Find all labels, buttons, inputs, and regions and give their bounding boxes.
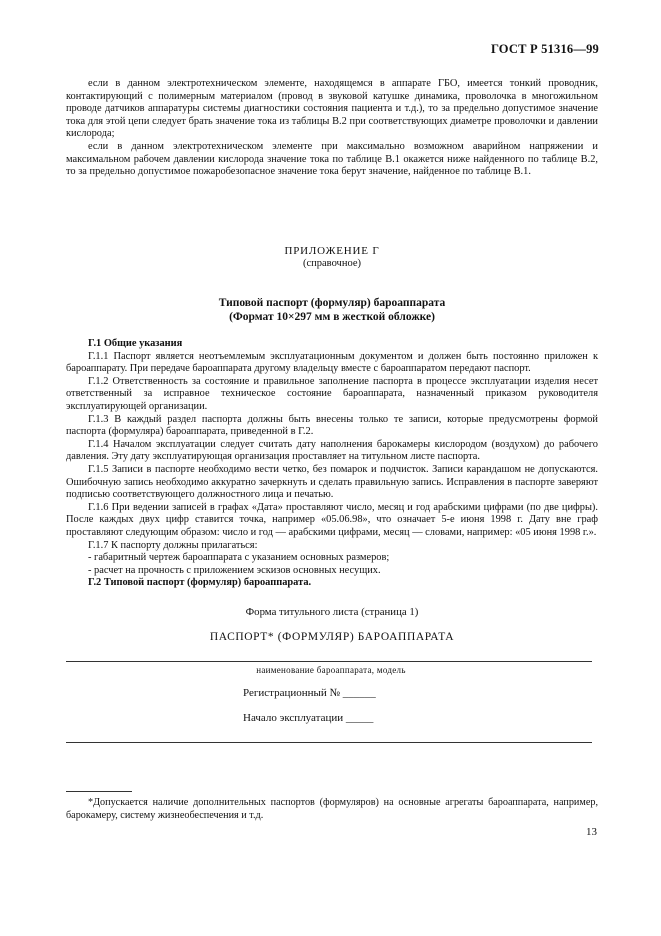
clause-paragraph: Г.1.2 Ответственность за состояние и правильное заполнение паспорта в процессе эксплуатации изделия несет ответственный за исправное техническое состояние бароаппарата, назначенный приказом руководителя эксплуатирующей организации. — [66, 375, 598, 412]
standard-header: ГОСТ Р 51316—99 — [490, 42, 599, 56]
passport-title: ПАСПОРТ* (ФОРМУЛЯР) БАРОАППАРАТА — [209, 631, 455, 643]
footnote — [66, 797, 598, 822]
footnote-separator — [66, 791, 132, 792]
start-of-operation-field: Начало эксплуатации _____ — [243, 712, 374, 724]
intro-paragraph: если в данном электротехническом элементе, находящемся в аппарате ГБО, имеется тонкий проводник, контактирующий с полимерным материалом (провод в звуковой катушке динамика, проволочка в многожильном проводе датчиков аппаратуры системы диагностики состояния пациента и т.д.), то за предельно допустимое значение тока для этой цепи следует брать значение тока из таблицы В.2 при соответствующих диаметре проволочки и давлении кислорода; — [66, 78, 598, 140]
intro-paragraph: если в данном электротехническом элементе при максимально возможном аварийном напряжении и максимальном рабочем давлении кислорода значение тока по таблице В.1 окажется ниже найденного по таблице В.2, то за предельно допустимое пожаробезопасное значение тока берут значение, найденное по таблице В.1. — [66, 140, 598, 178]
form-caption: Форма титульного листа (страница 1) — [245, 606, 419, 618]
list-item: - габаритный чертеж бароаппарата с указанием основных размеров; — [88, 552, 390, 564]
intro-text — [66, 78, 598, 179]
list-item: - расчет на прочность с приложением эскизов основных несущих. — [88, 564, 381, 576]
document-subtitle-line: (Формат 10×297 мм в жесткой обложке) — [229, 311, 435, 323]
clause-paragraph: Г.1.6 При ведении записей в графах «Дата» проставляют число, месяц и год арабскими цифрами (по две цифры). После каждых двух цифр ставится точка, например «05.06.98», что означает 5-е июня 1998 г. Дату вне граф проставляют следующим образом: число и год — арабскими цифрами, месяц — словами, например: «05 июня 1998 г.». — [66, 501, 598, 538]
name-caption: наименование бароаппарата, модель — [256, 665, 406, 675]
section-general — [66, 338, 598, 590]
document-title — [66, 296, 598, 324]
name-underline — [66, 661, 592, 662]
clause-paragraph: Г.1.5 Записи в паспорте необходимо вести четко, без помарок и подчисток. Записи карандашом не допускаются. Ошибочную запись необходимо аккуратно зачеркнуть и сделать правильную запись. Исправления в паспорте заверяют подписью соответствующего должностного лица и печатью. — [66, 463, 598, 501]
form-bottom-rule — [66, 742, 592, 743]
appendix-type: (справочное) — [303, 258, 361, 269]
clause-paragraph: Г.1.7 К паспорту должны прилагаться: — [88, 539, 258, 551]
document-title-line: Типовой паспорт (формуляр) бароаппарата — [218, 297, 446, 309]
clause-paragraph: Г.1.4 Началом эксплуатации следует считать дату наполнения барокамеры кислородом (воздухом) до рабочего давления. Эту дату эксплуатирующая организация проставляет на титульном листе паспорта. — [66, 438, 598, 463]
appendix-label: ПРИЛОЖЕНИЕ Г — [284, 245, 380, 257]
clause-paragraph: Г.1.1 Паспорт является неотъемлемым эксплуатационным документом и должен быть постоянно приложен к бароаппарату. При передаче бароаппарата другому владельцу вместе с бароаппаратом передают паспорт. — [66, 350, 598, 375]
clause-paragraph: Г.1.3 В каждый раздел паспорта должны быть внесены только те записи, которые предусмотрены формой паспорта (формуляра) бароаппарата, приведенной в Г.2. — [66, 413, 598, 438]
registration-number-field: Регистрационный № ______ — [243, 687, 376, 699]
footnote-text: *Допускается наличие дополнительных паспортов (формуляров) на основные агрегаты бароаппарата, например, барокамеру, систему жизнеобеспечения и т.д. — [66, 797, 598, 821]
section-heading: Г.1 Общие указания — [88, 338, 183, 349]
section-heading: Г.2 Типовой паспорт (формуляр) бароаппарата. — [88, 577, 312, 589]
page-number: 13 — [586, 826, 597, 838]
